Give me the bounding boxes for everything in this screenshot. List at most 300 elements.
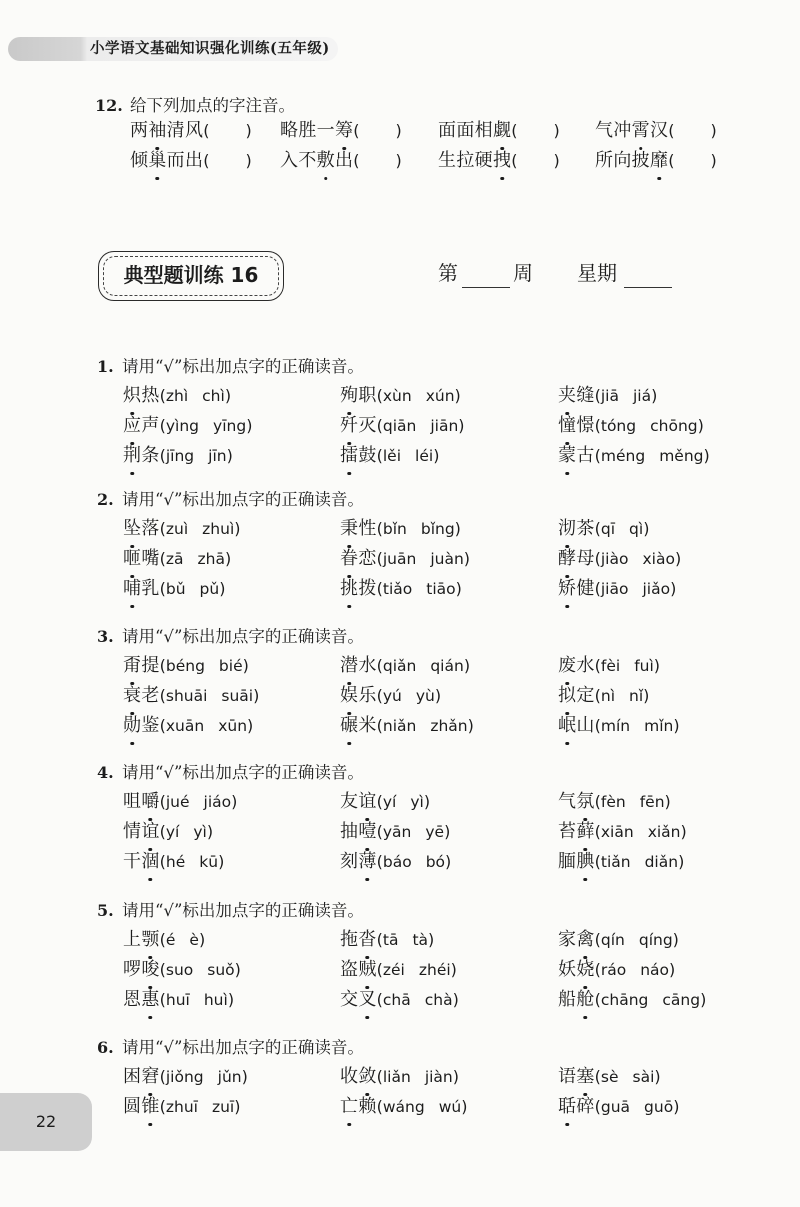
word-item: [130, 146, 280, 176]
item-row: [123, 681, 680, 711]
char: 清: [166, 120, 185, 141]
dotted-char: 塞: [576, 1062, 594, 1092]
word-text: [123, 385, 160, 406]
item-row: [123, 544, 681, 574]
char: 气: [558, 791, 577, 812]
word-item: [123, 711, 340, 741]
paren-open: (: [668, 121, 675, 140]
dotted-char: 挑: [340, 574, 358, 604]
paren-open: (: [159, 386, 166, 405]
paren-open: (: [594, 519, 601, 538]
word-item: [340, 411, 558, 441]
paren-close: ): [450, 960, 457, 979]
word-text: [340, 548, 377, 569]
paren-close: ): [674, 549, 682, 568]
paren-open: (: [376, 822, 383, 841]
paren-open: (: [376, 930, 383, 949]
paren-close: ): [710, 121, 717, 140]
dotted-char: 腆: [576, 847, 594, 877]
paren-open: (: [376, 579, 383, 598]
char: 苔: [558, 821, 577, 842]
word-text: [123, 548, 160, 569]
char: 憬: [576, 415, 595, 436]
pinyin-option: bǐng: [420, 520, 455, 538]
word-item: [558, 955, 706, 985]
dotted-char: 贼: [358, 955, 376, 985]
word-text: [558, 929, 595, 950]
word-item: [340, 711, 558, 741]
question-prompt: 请用“√”标出加点字的正确读音。: [122, 490, 364, 509]
word-item: [558, 381, 710, 411]
pinyin-option: jiàn: [424, 1068, 453, 1086]
word-text: [340, 685, 377, 706]
exercise-block: [97, 1036, 679, 1122]
question-prompt: 请用“√”标出加点字的正确读音。: [122, 901, 364, 920]
word-item: [340, 1092, 558, 1122]
word-text: [438, 120, 511, 141]
dotted-char: 敷: [317, 146, 335, 176]
char: 乳: [141, 578, 160, 599]
question-rows: [123, 381, 710, 471]
char: 咀: [123, 791, 142, 812]
char: 干: [123, 851, 142, 872]
char: 灭: [358, 415, 377, 436]
paren-close: ): [454, 519, 461, 538]
word-text: [340, 445, 377, 466]
pinyin-option: jiāo: [600, 580, 629, 598]
char: 鉴: [141, 715, 160, 736]
dotted-char: 蒙: [558, 441, 576, 471]
weekday-label: 星期: [577, 261, 617, 285]
paren-close: ): [463, 549, 471, 568]
word-text: [123, 685, 160, 706]
dotted-char: 沏: [558, 514, 576, 544]
char: 腼: [558, 851, 577, 872]
paren-open: (: [594, 446, 601, 465]
word-item: [340, 441, 558, 471]
paren-open: (: [594, 960, 601, 979]
word-text: [340, 791, 377, 812]
dotted-char: 敛: [358, 1062, 376, 1092]
question-prompt: 请用“√”标出加点字的正确读音。: [122, 627, 364, 646]
char: 相: [474, 120, 493, 141]
word-item: [558, 681, 680, 711]
question-number: 3.: [97, 627, 114, 646]
paren-close: ): [452, 1067, 459, 1086]
pinyin-option: zhì: [165, 387, 189, 405]
word-text: [123, 578, 160, 599]
pinyin-option: xùn: [382, 387, 412, 405]
word-text: [123, 715, 160, 736]
pinyin-option: suo: [165, 961, 194, 979]
pinyin-option: měng: [659, 447, 704, 465]
char: 缝: [576, 385, 595, 406]
char: 硬: [474, 150, 493, 171]
char: 乐: [358, 685, 377, 706]
question-rows: [123, 651, 680, 741]
pinyin-option: yí: [165, 823, 180, 841]
pinyin-option: fèn: [600, 793, 626, 811]
word-text: [558, 385, 595, 406]
paren-close: ): [224, 386, 232, 405]
dotted-char: 嚼: [141, 787, 159, 817]
paren-close: ): [467, 716, 474, 735]
char: 船: [558, 989, 577, 1010]
paren-open: (: [159, 930, 166, 949]
pinyin-option: jiáo: [203, 793, 232, 811]
paren-open: (: [594, 990, 601, 1009]
paren-close: ): [241, 1067, 248, 1086]
pinyin-option: qī: [600, 520, 616, 538]
word-item: [558, 847, 687, 877]
word-item: [340, 1062, 558, 1092]
dotted-char: 勋: [123, 711, 141, 741]
dotted-char: 哺: [123, 574, 141, 604]
paren-open: (: [376, 656, 383, 675]
char: 收: [340, 1066, 359, 1087]
word-text: [595, 120, 668, 141]
word-text: [123, 655, 160, 676]
paren-close: ): [247, 716, 254, 735]
paren-close: ): [231, 792, 238, 811]
pinyin-option: xuān: [165, 717, 205, 735]
item-row: [123, 651, 680, 681]
pinyin-option: mǐn: [644, 717, 674, 735]
word-item: [123, 817, 340, 847]
dotted-char: 惠: [141, 985, 159, 1015]
paren-close: ): [710, 151, 717, 170]
pinyin-option: jiá: [633, 387, 652, 405]
char: 盗: [340, 959, 359, 980]
pinyin-option: béng: [165, 657, 205, 675]
word-item: [123, 955, 340, 985]
paren-close: ): [198, 930, 206, 949]
week-suffix: 周: [513, 261, 533, 285]
pinyin-option: qì: [629, 520, 644, 538]
pinyin-option: xiān: [600, 823, 634, 841]
item-row: [123, 1062, 679, 1092]
paren-open: (: [594, 1067, 601, 1086]
question-rows: [123, 514, 681, 604]
pinyin-option: tà: [412, 931, 429, 949]
dotted-char: 窘: [141, 1062, 159, 1092]
word-text: [280, 120, 353, 141]
exercise-block: [97, 761, 687, 877]
dotted-char: 殉: [340, 381, 358, 411]
word-text: [558, 415, 595, 436]
dotted-char: 娱: [340, 681, 358, 711]
question-number: 4.: [97, 763, 114, 782]
word-item: [340, 651, 558, 681]
pinyin-option: sè: [600, 1068, 619, 1086]
pinyin-option: juān: [382, 550, 417, 568]
paren-open: (: [159, 852, 166, 871]
paren-open: (: [594, 579, 601, 598]
paren-close: ): [428, 930, 435, 949]
dotted-char: 涸: [141, 847, 159, 877]
dotted-char: 废: [558, 651, 576, 681]
paren-close: ): [423, 792, 431, 811]
paren-close: ): [461, 1097, 468, 1116]
pinyin-option: bǐn: [382, 520, 407, 538]
word-text: [340, 989, 377, 1010]
section-title: 典型题训练 16: [123, 263, 259, 287]
dotted-char: 颚: [141, 925, 159, 955]
word-item: [123, 441, 340, 471]
word-text: [558, 445, 595, 466]
word-text: [123, 445, 160, 466]
word-text: [280, 150, 353, 171]
char: 拉: [456, 150, 475, 171]
section-heading-frame: [98, 251, 284, 301]
word-item: [340, 817, 558, 847]
word-item: [558, 817, 687, 847]
word-text: [558, 821, 595, 842]
paren-open: (: [159, 1097, 166, 1116]
dotted-char: 歼: [340, 411, 358, 441]
paren-close: ): [234, 519, 241, 538]
word-text: [558, 715, 595, 736]
paren-open: (: [159, 579, 166, 598]
dotted-char: 应: [123, 411, 141, 441]
paren-open: (: [594, 852, 601, 871]
word-item: [123, 1062, 340, 1092]
paren-close: ): [444, 822, 451, 841]
paren-open: (: [159, 686, 166, 705]
paren-close: ): [643, 686, 650, 705]
char: 拨: [358, 578, 377, 599]
question-prompt: 给下列加点的字注音。: [130, 96, 295, 115]
word-item: [438, 146, 595, 176]
pinyin-option: juàn: [430, 550, 464, 568]
char: 家: [558, 929, 577, 950]
char: 水: [576, 655, 595, 676]
word-item: [123, 681, 340, 711]
char: 鼓: [358, 445, 377, 466]
paren-close: ): [553, 151, 560, 170]
char: 茶: [576, 518, 595, 539]
item-row: [123, 381, 710, 411]
word-item: [558, 787, 687, 817]
char: 圆: [123, 1096, 142, 1117]
paren-open: (: [594, 930, 601, 949]
word-item: [123, 381, 340, 411]
pinyin-option: shuāi: [165, 687, 208, 705]
book-title: 小学语文基础知识强化训练(五年级): [90, 40, 330, 57]
word-item: [438, 116, 595, 146]
char: 汉: [649, 120, 669, 141]
paren-open: (: [159, 822, 166, 841]
paren-close: ): [224, 549, 232, 568]
word-item: [123, 787, 340, 817]
paren-close: ): [670, 579, 677, 598]
paren-open: (: [159, 656, 166, 675]
paren-close: ): [651, 386, 658, 405]
word-item: [123, 925, 340, 955]
pinyin-option: zhǎn: [430, 717, 468, 735]
paren-open: (: [376, 852, 383, 871]
item-row: [123, 514, 681, 544]
char: 不: [298, 150, 317, 171]
word-text: [123, 791, 160, 812]
paren-close: ): [452, 990, 459, 1009]
paren-open: (: [594, 386, 601, 405]
pinyin-option: suāi: [221, 687, 254, 705]
pinyin-option: huī: [165, 991, 190, 1009]
char: 向: [613, 150, 632, 171]
word-text: [123, 959, 160, 980]
pinyin-option: chì: [202, 387, 225, 405]
pinyin-option: zhuī: [165, 1098, 198, 1116]
char: 略: [280, 120, 299, 141]
pinyin-option: chōng: [650, 417, 698, 435]
pinyin-option: bǔ: [165, 580, 186, 598]
word-item: [280, 116, 438, 146]
char: 嘴: [141, 548, 160, 569]
paren-close: ): [458, 416, 465, 435]
word-text: [340, 1096, 377, 1117]
page-number: 22: [35, 1112, 57, 1131]
dotted-char: 靡: [650, 146, 668, 176]
pinyin-option: zhuì: [202, 520, 235, 538]
dotted-char: 禽: [576, 925, 594, 955]
pinyin-option: suǒ: [207, 961, 235, 979]
pinyin-option: ráo: [600, 961, 627, 979]
pinyin-option: jiǎo: [642, 580, 671, 598]
dotted-char: 觑: [493, 116, 511, 146]
pinyin-option: sài: [632, 1068, 655, 1086]
question-title: [97, 488, 681, 512]
char: 困: [123, 1066, 142, 1087]
char: 生: [438, 150, 457, 171]
word-item: [558, 651, 680, 681]
char: 面: [438, 120, 457, 141]
char: 风: [184, 120, 204, 141]
word-item: [123, 985, 340, 1015]
dotted-char: 娆: [576, 955, 594, 985]
pinyin-option: tiǎn: [600, 853, 631, 871]
word-item: [340, 787, 558, 817]
word-text: [123, 518, 160, 539]
dotted-char: 唆: [141, 955, 159, 985]
dotted-char: 矫: [558, 574, 576, 604]
char: 老: [141, 685, 160, 706]
question-title: [97, 761, 687, 785]
word-text: [558, 655, 595, 676]
char: 米: [358, 715, 377, 736]
word-item: [558, 544, 681, 574]
paren-open: (: [353, 121, 360, 140]
paren-open: (: [159, 549, 166, 568]
item-row: [123, 847, 687, 877]
pinyin-option: jiǒng: [165, 1068, 204, 1086]
pinyin-option: zéi: [382, 961, 405, 979]
dotted-char: 咂: [123, 544, 141, 574]
word-text: [340, 385, 377, 406]
char: 入: [280, 150, 299, 171]
paren-open: (: [594, 656, 601, 675]
paren-close: ): [445, 852, 452, 871]
paren-open: (: [376, 519, 383, 538]
question-number: 2.: [97, 490, 114, 509]
paren-close: ): [672, 930, 679, 949]
pinyin-option: bó: [425, 853, 446, 871]
paren-open: (: [159, 960, 166, 979]
word-text: [340, 578, 377, 599]
dotted-char: 霄: [632, 116, 650, 146]
pinyin-option: tiāo: [426, 580, 456, 598]
question-prompt: 请用“√”标出加点字的正确读音。: [122, 1038, 364, 1057]
item-row: [123, 925, 706, 955]
paren-open: (: [159, 716, 166, 735]
pinyin-option: é: [165, 931, 176, 949]
pinyin-option: yē: [425, 823, 445, 841]
paren-close: ): [219, 579, 226, 598]
paren-open: (: [511, 151, 518, 170]
pinyin-option: qíng: [638, 931, 673, 949]
paren-open: (: [376, 792, 383, 811]
paren-close: ): [463, 656, 471, 675]
paren-close: ): [654, 1067, 661, 1086]
paren-close: ): [395, 121, 402, 140]
word-item: [558, 411, 710, 441]
dotted-char: 沓: [358, 925, 376, 955]
pinyin-option: wáng: [382, 1098, 425, 1116]
paren-open: (: [159, 990, 166, 1009]
paren-close: ): [680, 822, 687, 841]
item-row: [130, 146, 717, 176]
word-item: [123, 847, 340, 877]
dotted-char: 亡: [340, 1092, 358, 1122]
dotted-char: 酵: [558, 544, 576, 574]
pinyin-option: yí: [382, 793, 397, 811]
word-text: [130, 120, 203, 141]
dotted-char: 衰: [123, 681, 141, 711]
char: 职: [358, 385, 377, 406]
item-row: [123, 787, 687, 817]
page-number-box: [0, 1093, 92, 1151]
pinyin-option: guā: [600, 1098, 631, 1116]
pinyin-option: xún: [425, 387, 455, 405]
char: 刻: [340, 851, 359, 872]
word-item: [558, 925, 706, 955]
pinyin-option: yì: [193, 823, 207, 841]
paren-open: (: [159, 519, 166, 538]
dotted-char: 擂: [340, 441, 358, 471]
char: 热: [141, 385, 160, 406]
word-item: [340, 544, 558, 574]
paren-close: ): [234, 960, 241, 979]
paren-open: (: [594, 416, 601, 435]
question-title: [97, 899, 706, 923]
char: 古: [576, 445, 595, 466]
word-text: [558, 518, 595, 539]
paren-open: (: [511, 121, 518, 140]
paren-close: ): [673, 1097, 680, 1116]
dotted-char: 聒: [558, 1092, 576, 1122]
char: 情: [123, 821, 142, 842]
word-text: [438, 150, 511, 171]
word-text: [123, 821, 160, 842]
paren-close: ): [433, 446, 440, 465]
paren-close: ): [653, 656, 661, 675]
char: 碎: [576, 1096, 595, 1117]
pinyin-option: léi: [415, 447, 434, 465]
item-row: [123, 574, 681, 604]
pinyin-option: fēn: [639, 793, 665, 811]
word-text: [340, 851, 377, 872]
pinyin-option: pǔ: [199, 580, 220, 598]
